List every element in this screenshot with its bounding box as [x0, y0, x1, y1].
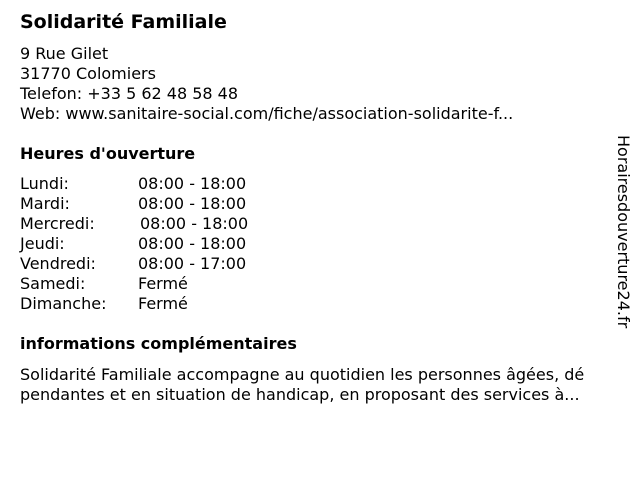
business-name: Solidarité Familiale — [20, 11, 227, 33]
phone-number: Telefon: +33 5 62 48 58 48 — [20, 84, 239, 103]
day-label: Vendredi: — [20, 254, 96, 273]
info-description-line-2: pendantes et en situation de handicap, en proposant des services à... — [20, 385, 580, 404]
day-hours: Fermé — [138, 274, 188, 293]
day-hours: 08:00 - 18:00 — [138, 174, 247, 193]
day-label: Jeudi: — [20, 234, 65, 253]
address-city: 31770 Colomiers — [20, 64, 156, 83]
hours-heading: Heures d'ouverture — [20, 144, 196, 163]
day-hours: 08:00 - 18:00 — [138, 234, 247, 253]
address-street: 9 Rue Gilet — [20, 44, 109, 63]
info-description-line-1: Solidarité Familiale accompagne au quotidien les personnes âgées, dé — [20, 365, 585, 384]
day-label: Mercredi: — [20, 214, 95, 233]
day-label: Lundi: — [20, 174, 69, 193]
website-line: Web: www.sanitaire-social.com/fiche/association-solidarite-f... — [20, 104, 514, 123]
day-label: Mardi: — [20, 194, 70, 213]
day-hours: Fermé — [138, 294, 188, 313]
day-label: Dimanche: — [20, 294, 107, 313]
site-brand-watermark: Horairesdouverture24.fr — [614, 135, 633, 329]
day-hours: 08:00 - 18:00 — [140, 214, 249, 233]
info-description — [20, 365, 630, 405]
day-hours: 08:00 - 17:00 — [138, 254, 247, 273]
info-heading: informations complémentaires — [20, 334, 297, 353]
day-hours: 08:00 - 18:00 — [138, 194, 247, 213]
day-label: Samedi: — [20, 274, 86, 293]
